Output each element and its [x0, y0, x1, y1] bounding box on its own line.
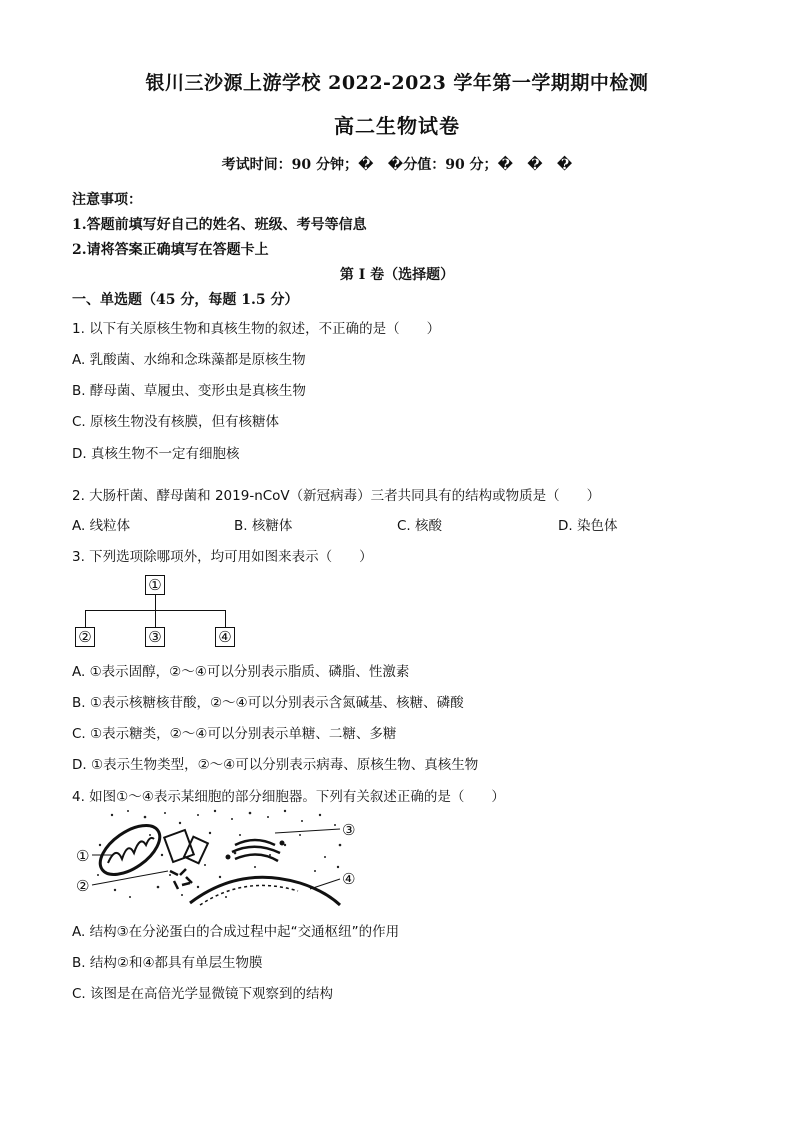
- question-4-stem: 4. 如图①～④表示某细胞的部分细胞器。下列有关叙述正确的是（ ）: [72, 789, 505, 805]
- question-1-option-a: A. 乳酸菌、水绵和念珠藻都是原核生物: [72, 352, 306, 368]
- question-2-option-d: D. 染色体: [558, 518, 618, 534]
- question-2-stem: 2. 大肠杆菌、酵母菌和 2019-nCoV（新冠病毒）三者共同具有的结构或物质是（ ）: [72, 488, 601, 504]
- question-3-option-a: A. ①表示固醇，②～④可以分别表示脂质、磷脂、性激素: [72, 664, 410, 680]
- leader-line: [92, 871, 168, 885]
- diagram-connector: [155, 610, 156, 627]
- mitochondrion: [92, 816, 168, 884]
- question-1-option-b: B. 酵母菌、草履虫、变形虫是真核生物: [72, 383, 306, 399]
- page-title: 银川三沙源上游学校 2022-2023 学年第一学期期中检测: [145, 72, 649, 94]
- diagram-connector: [155, 595, 156, 611]
- question-2-option-a: A. 线粒体: [72, 518, 131, 534]
- question-3-stem: 3. 下列选项除哪项外，均可用如图来表示（ ）: [72, 549, 373, 565]
- question-3-option-d: D. ①表示生物类型，②～④可以分别表示病毒、原核生物、真核生物: [72, 757, 479, 773]
- notes-item-1: 1.答题前填写好自己的姓名、班级、考号等信息: [72, 217, 367, 233]
- page-subtitle: 高二生物试卷: [334, 114, 460, 138]
- question-4-option-b: B. 结构②和④都具有单层生物膜: [72, 955, 263, 971]
- endoplasmic-reticulum: [190, 877, 340, 905]
- leader-line: [310, 879, 340, 889]
- diagram-node-2: ②: [75, 627, 95, 647]
- diagram-connector: [85, 610, 86, 627]
- label-1: ①: [76, 847, 90, 865]
- question-1-option-d: D. 真核生物不一定有细胞核: [72, 446, 240, 462]
- question-3-option-c: C. ①表示糖类，②～④可以分别表示单糖、二糖、多糖: [72, 726, 397, 742]
- question-4-option-c: C. 该图是在高倍光学显微镜下观察到的结构: [72, 986, 334, 1002]
- diagram-connector: [225, 610, 226, 627]
- label-2: ②: [76, 877, 90, 895]
- question-3-option-b: B. ①表示核糖核苷酸，②～④可以分别表示含氮碱基、核糖、磷酸: [72, 695, 464, 711]
- golgi-apparatus: [226, 840, 285, 861]
- notes-item-2: 2.请将答案正确填写在答题卡上: [72, 242, 269, 258]
- notes-heading: 注意事项：: [72, 192, 142, 208]
- diagram-node-3: ③: [145, 627, 165, 647]
- question-1-option-c: C. 原核生物没有核膜，但有核糖体: [72, 414, 280, 430]
- question-2-option-c: C. 核酸: [397, 518, 443, 534]
- exam-info: 考试时间：90 分钟；� �分值：90 分；� � �: [221, 157, 573, 173]
- question-1-stem: 1. 以下有关原核生物和真核生物的叙述，不正确的是（ ）: [72, 321, 441, 337]
- label-4: ④: [342, 870, 356, 888]
- organelle-micrograph: [70, 805, 370, 910]
- centriole: [164, 830, 208, 889]
- question-4-option-a: A. 结构③在分泌蛋白的合成过程中起“交通枢纽”的作用: [72, 924, 400, 940]
- volume-title: 第 I 卷（选择题）: [339, 267, 455, 283]
- section-heading: 一、单选题（45 分，每题 1.5 分）: [72, 292, 299, 308]
- diagram-node-4: ④: [215, 627, 235, 647]
- leader-line: [275, 829, 340, 833]
- question-2-option-b: B. 核糖体: [234, 518, 293, 534]
- label-3: ③: [342, 821, 356, 839]
- diagram-node-1: ①: [145, 575, 165, 595]
